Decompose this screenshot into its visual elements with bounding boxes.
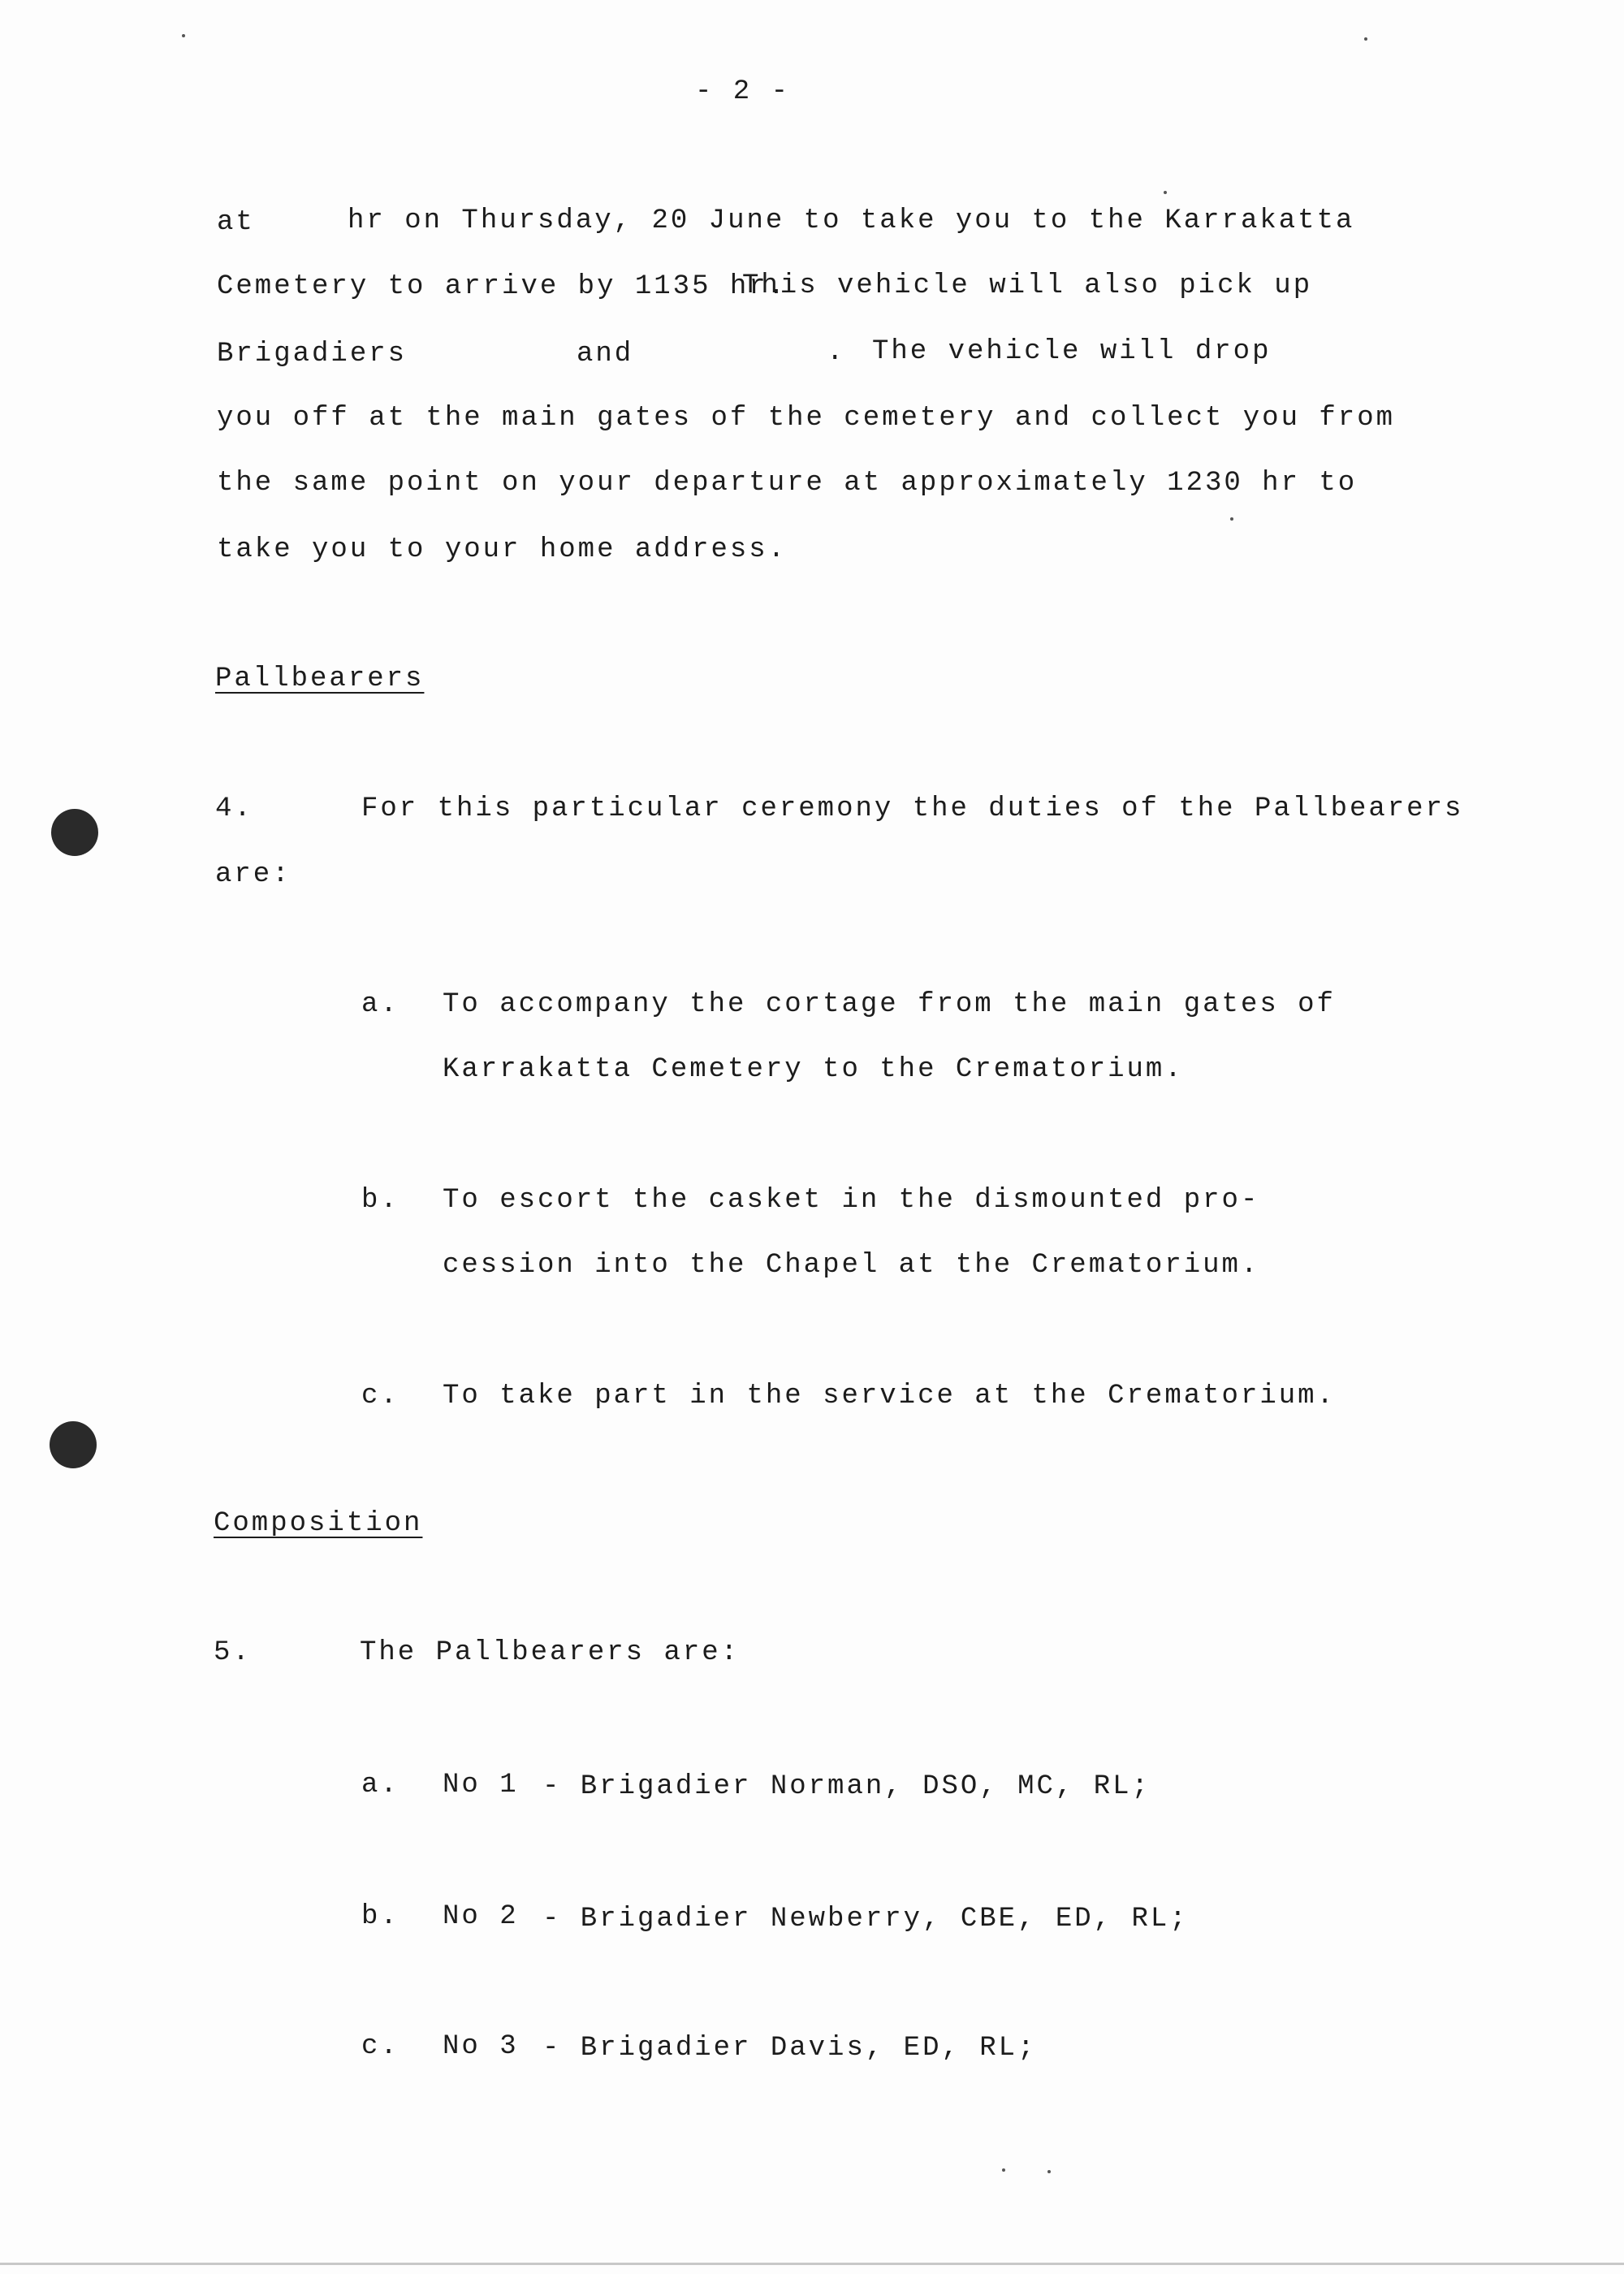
pallbearer-name: - Brigadier Davis, ED, RL; [542, 2033, 1037, 2064]
scan-speck [1230, 517, 1233, 521]
scan-speck [1364, 37, 1367, 41]
body-line: and [577, 339, 634, 370]
body-line: at [217, 207, 255, 238]
scan-speck [1002, 2168, 1005, 2172]
section-heading-pallbearers: Pallbearers [215, 664, 425, 694]
pallbearer-number: No 3 [443, 2031, 519, 2062]
scan-speck [1047, 2170, 1051, 2173]
page-number: - 2 - [695, 76, 791, 107]
list-item-letter: c. [361, 1381, 400, 1412]
pallbearer-number: No 2 [443, 1901, 519, 1932]
list-item-text: To escort the casket in the dismounted pro- [443, 1185, 1260, 1216]
body-line: For this particular ceremony the duties of the Pallbearers [361, 793, 1464, 824]
body-line: The vehicle will drop [872, 336, 1272, 367]
list-item-text: To accompany the cortage from the main gates of [443, 989, 1336, 1020]
punch-hole [51, 809, 98, 856]
body-line: The Pallbearers are: [360, 1637, 741, 1668]
scan-speck [1164, 191, 1167, 194]
body-line: Brigadiers [217, 339, 408, 370]
body-line: take you to your home address. [217, 534, 788, 565]
list-item-letter: b. [361, 1185, 400, 1216]
list-item-letter: a. [361, 1770, 400, 1801]
list-item-text: Karrakatta Cemetery to the Crematorium. [443, 1054, 1184, 1085]
punch-hole [50, 1421, 97, 1468]
pallbearer-number: No 1 [443, 1770, 519, 1801]
section-heading-composition: Composition [214, 1508, 423, 1539]
list-item-text: To take part in the service at the Crematorium. [443, 1381, 1336, 1412]
body-line: the same point on your departure at approximately 1230 hr to [217, 468, 1358, 499]
body-line: . [827, 337, 846, 368]
list-item-letter: a. [361, 989, 400, 1020]
page-bottom-edge [0, 2263, 1624, 2265]
paragraph-number: 4. [215, 793, 253, 824]
list-item-letter: c. [361, 2031, 400, 2062]
list-item-text: cession into the Chapel at the Crematorium. [443, 1250, 1260, 1281]
pallbearer-name: - Brigadier Newberry, CBE, ED, RL; [542, 1904, 1189, 1935]
body-line: This vehicle will also pick up [742, 270, 1313, 301]
body-line: hr on Thursday, 20 June to take you to the Karrakatta [348, 205, 1355, 236]
scan-speck [182, 34, 185, 37]
body-line: are: [215, 859, 292, 890]
body-line: you off at the main gates of the cemetery and collect you from [217, 403, 1396, 434]
pallbearer-name: - Brigadier Norman, DSO, MC, RL; [542, 1771, 1151, 1802]
paragraph-number: 5. [214, 1637, 252, 1668]
list-item-letter: b. [361, 1901, 400, 1932]
body-line: Cemetery to arrive by 1135 hr. [217, 271, 788, 302]
